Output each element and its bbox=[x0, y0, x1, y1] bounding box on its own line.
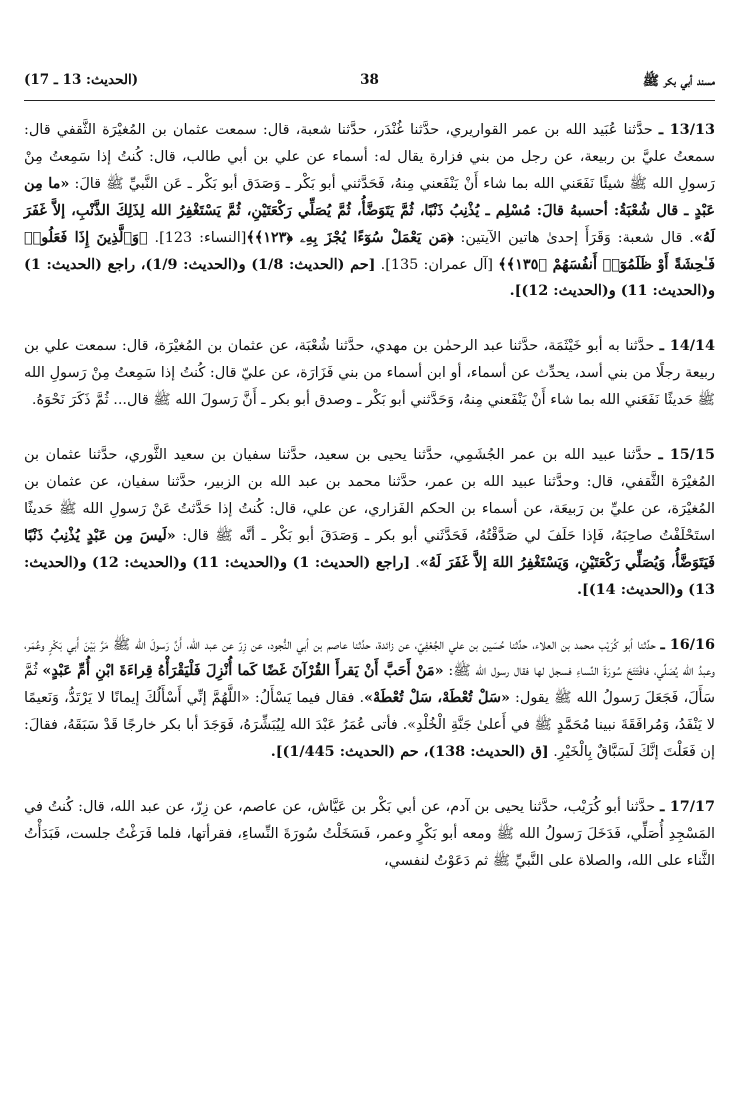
hadith-separator bbox=[24, 414, 715, 442]
hadith-text: . فقال فيما يَسْأَلُ: «اللَّهُمَّ إنِّي أَسْأَلُكَ إيمانًا لا يَرْتَدُّ، وَنَعيمًا لا يَنْفَدُ، وَمُرافَقَةَ نبينا مُحَمَّدٍ ﷺ في أَعلىٰ جَنَّةِ الْخُلْدِ». فأتى عُمَرُ عَبْدَ الله لِيُبَشِّرَهُ، فَوَجَدَ أبا بكر خارجًا قَدْ سَبَقَهُ، فقالَ: إن فَعَلْتَ إنَّكَ لَسَبَّاقٌ بِالْخَيْرِ. bbox=[24, 690, 715, 761]
hadith-text: حدَّثنا أبو كُرَيْب محمد بن العلاء، حدَّثنا حُسَين بن علي الجُعْفِيّ، عن زائدة، حدَّثنا عاصم بن أبي النُّجود، عن زِرّ عن عبد الله، أَنَّ رَسولَ الله ﷺ مَرَّ بَيْنَ أَبي بَكْرٍ وعُمَر، وعبدُ الله يُصَلِّي، فافْتَتَحَ سُورَةَ النِّساءِ فسجل لها فقال رسول الله ﷺ: bbox=[24, 636, 715, 680]
hadith-number: 14/14 ـ bbox=[659, 337, 715, 355]
hadith-text: . قال شعبة: وَقَرَأَ إحدىٰ هاتين الآيتين: bbox=[453, 229, 694, 246]
book-title: مسند أبي بكر ﷺ bbox=[642, 73, 715, 89]
prophetic-saying: «لَيسَ مِن عَبْدٍ يُذْنِبُ ذَنْبًا فَيَتَوَضَّأُ، وَيُصَلِّي رَكْعَتَيْنِ، وَيَسْتَغْفِرُ اللهَ إلاَّ غَفَرَ لَهُ» bbox=[24, 526, 715, 571]
hadith-text: [آل عمران: 135]. bbox=[375, 256, 499, 273]
hadith-number: 16/16 ـ bbox=[660, 635, 715, 653]
hadith-text: [النساء: 123]. bbox=[147, 229, 247, 246]
running-header bbox=[24, 72, 715, 98]
hadith-separator bbox=[24, 604, 715, 632]
prophetic-saying: «سَلْ تُعْطَهْ، سَلْ تُعْطَهْ» bbox=[364, 689, 510, 707]
hadith-text: حدَّثنا عبيد الله بن عمر الجُشَمِي، حدَّثنا يحيى بن سعيد، حدَّثنا سفيان بن سعيد الثَّوري، حدَّثنا عثمان بن المُغيْرَة الثَّقفي، قال: وحدَّثنا عبيد الله بن عمر، حدَّثنا محمد بن عبد الله بن الزبير، حدَّثنا سفيان، عن عثمان بن المُغيْرَة، عن عليِّ بن رَبيعَة، عن أسماء بن الحكم الفَزاري، عن علي، قال: كُنتُ إذا حَدَّثتُ عَنْ رَسولِ الله ﷺ حَديثًا استَحْلَفْتُ صاحِبَهُ، فَإذا حَلَفَ لي صَدَّقْتُهُ، فَحَدَّثَني أبو بكر ـ وَصَدَقَ أبو بَكْر ـ أنَّه ﷺ قال: bbox=[24, 447, 715, 544]
quran-verse: ﴿وَٱلَّذِينَ إِذَا فَعَلُوا۟ فَـٰحِشَةً أَوْ ظَلَمُوٓا۟ أَنفُسَهُمْ ﴿١٣٥﴾﴾ bbox=[24, 228, 716, 273]
hadith-text: حدَّثنا عُبَيد الله بن عمر القواريري، حدَّثنا غُنْدَر، حدَّثنا شعبة، قال: سمعت عثمان بن المُغيْرَة الثَّقفي قال: سمعتُ عليَّ بن ربيعة، عن رجل من بني فزارة يقال له: أسماء عن علي بن أبي طالب، قال: كُنتُ إذا سَمِعتُ مِنْ رَسولِ الله ﷺ شيئًا نَفَعَني الله بما شاء أَنْ يَنْفَعني مِنهُ، فَحَدَّثني أبو بَكْر ـ وَصَدَق أبو بَكْر ـ عَن النَّبيِّ ﷺ قالَ: bbox=[24, 122, 715, 192]
prophetic-saying: «ما مِن عَبْدٍ ـ قال شُعْبَةُ: أحسبهُ قالَ: مُسْلِم ـ يُذْنِبُ ذَنْبًا، ثُمَّ يَتَوَضَّأُ، ثُمَّ يُصَلِّي رَكْعَتَيْنِ، ثُمَّ يَسْتَغْفِرُ الله لِذَلِكَ الذَّنْبِ، إلاَّ غَفَرَ لَهُ» bbox=[24, 174, 715, 246]
hadith-reference: [ق (الحديث: 138)، حم (الحديث: 1/445)]. bbox=[270, 743, 549, 761]
hadith-separator bbox=[24, 305, 715, 333]
hadith-13 bbox=[24, 117, 715, 305]
prophetic-saying: «مَنْ أَحَبَّ أَنْ يَقرأَ القُرْآنَ غَضًا كَما أُنْزِلَ فَلْيَقْرَأْهُ قِراءَةَ ابْنِ أُمِّ عَبْدٍ» bbox=[42, 662, 444, 680]
hadith-number: 17/17 ـ bbox=[660, 798, 715, 816]
hadith-number: 15/15 ـ bbox=[658, 446, 716, 464]
hadith-15 bbox=[24, 442, 715, 603]
hadith-separator bbox=[24, 766, 715, 794]
hadith-text: . bbox=[410, 554, 420, 571]
hadith-text: حدَّثنا به أبو خَيْثَمَة، حدَّثنا عبد الرحمٰن بن مهدي، حدَّثنا شُعْبَة، عن عثمان بن المُغيْرَة، قال: سمعت علي بن ربيعة رجلًا من بني أسد، يحدِّث عن أسماء، أو ابن أسماء من بني فَزَارَة، عن عليّ قال: كُنتُ إذا سَمِعتُ مِنْ رَسولِ الله ﷺ حَديثًا نَفَعَني الله بما شاء أَنْ يَنْفَعني مِنهُ، وَحَدَّثني أبو بَكْر ـ وصدق أبو بكر ـ أَنَّ رَسولَ الله ﷺ قال... ثُمَّ ذَكَرَ نَحْوَهُ. bbox=[24, 338, 715, 409]
hadith-16 bbox=[24, 632, 715, 767]
hadith-text: حدَّثنا أبو كُرَيْب، حدَّثنا يحيى بن آدم، عن أبي بَكْر بن عَيَّاش، عن عاصم، عن زِرّ، عن عبد الله، قال: كُنتُ في المَسْجِدِ أُصَلِّي، فَدَخَلَ رَسولُ الله ﷺ ومعه أبو بَكْرٍ وعمر، فَسَخَلْتُ سُورَةَ النِّساءِ، فقرأتها، فلما فَرَغْتُ جلست، فَبَدَأْتُ الثَّناء على الله، والصلاة على النَّبيِّ ﷺ ثم دَعَوْتُ لنفسي، bbox=[24, 799, 715, 869]
quran-verse: ﴿مَن يَعْمَلْ سُوٓءًا يُجْزَ بِهِۦ ﴿١٢٣﴾﴾ bbox=[246, 228, 454, 246]
hadith-reference: [راجع (الحديث: 1) و(الحديث: 11) و(الحديث: 12) و(الحديث: 13) و(الحديث: 14)]. bbox=[24, 553, 715, 598]
hadith-text: ثُمَّ سَأَلَ، فَجَعَلَ رَسولُ الله ﷺ يقول: bbox=[24, 663, 715, 707]
header-rule bbox=[24, 100, 715, 101]
hadith-range: (الحديث: 13 ـ 17) bbox=[24, 72, 139, 88]
page-number: 38 bbox=[360, 72, 379, 88]
hadith-14 bbox=[24, 333, 715, 414]
hadith-17 bbox=[24, 794, 715, 875]
hadith-reference: [حم (الحديث: 1/8) و(الحديث: 1/9)، راجع (الحديث: 1) و(الحديث: 11) و(الحديث: 12)]. bbox=[24, 255, 715, 300]
hadith-number: 13/13 ـ bbox=[658, 121, 715, 138]
